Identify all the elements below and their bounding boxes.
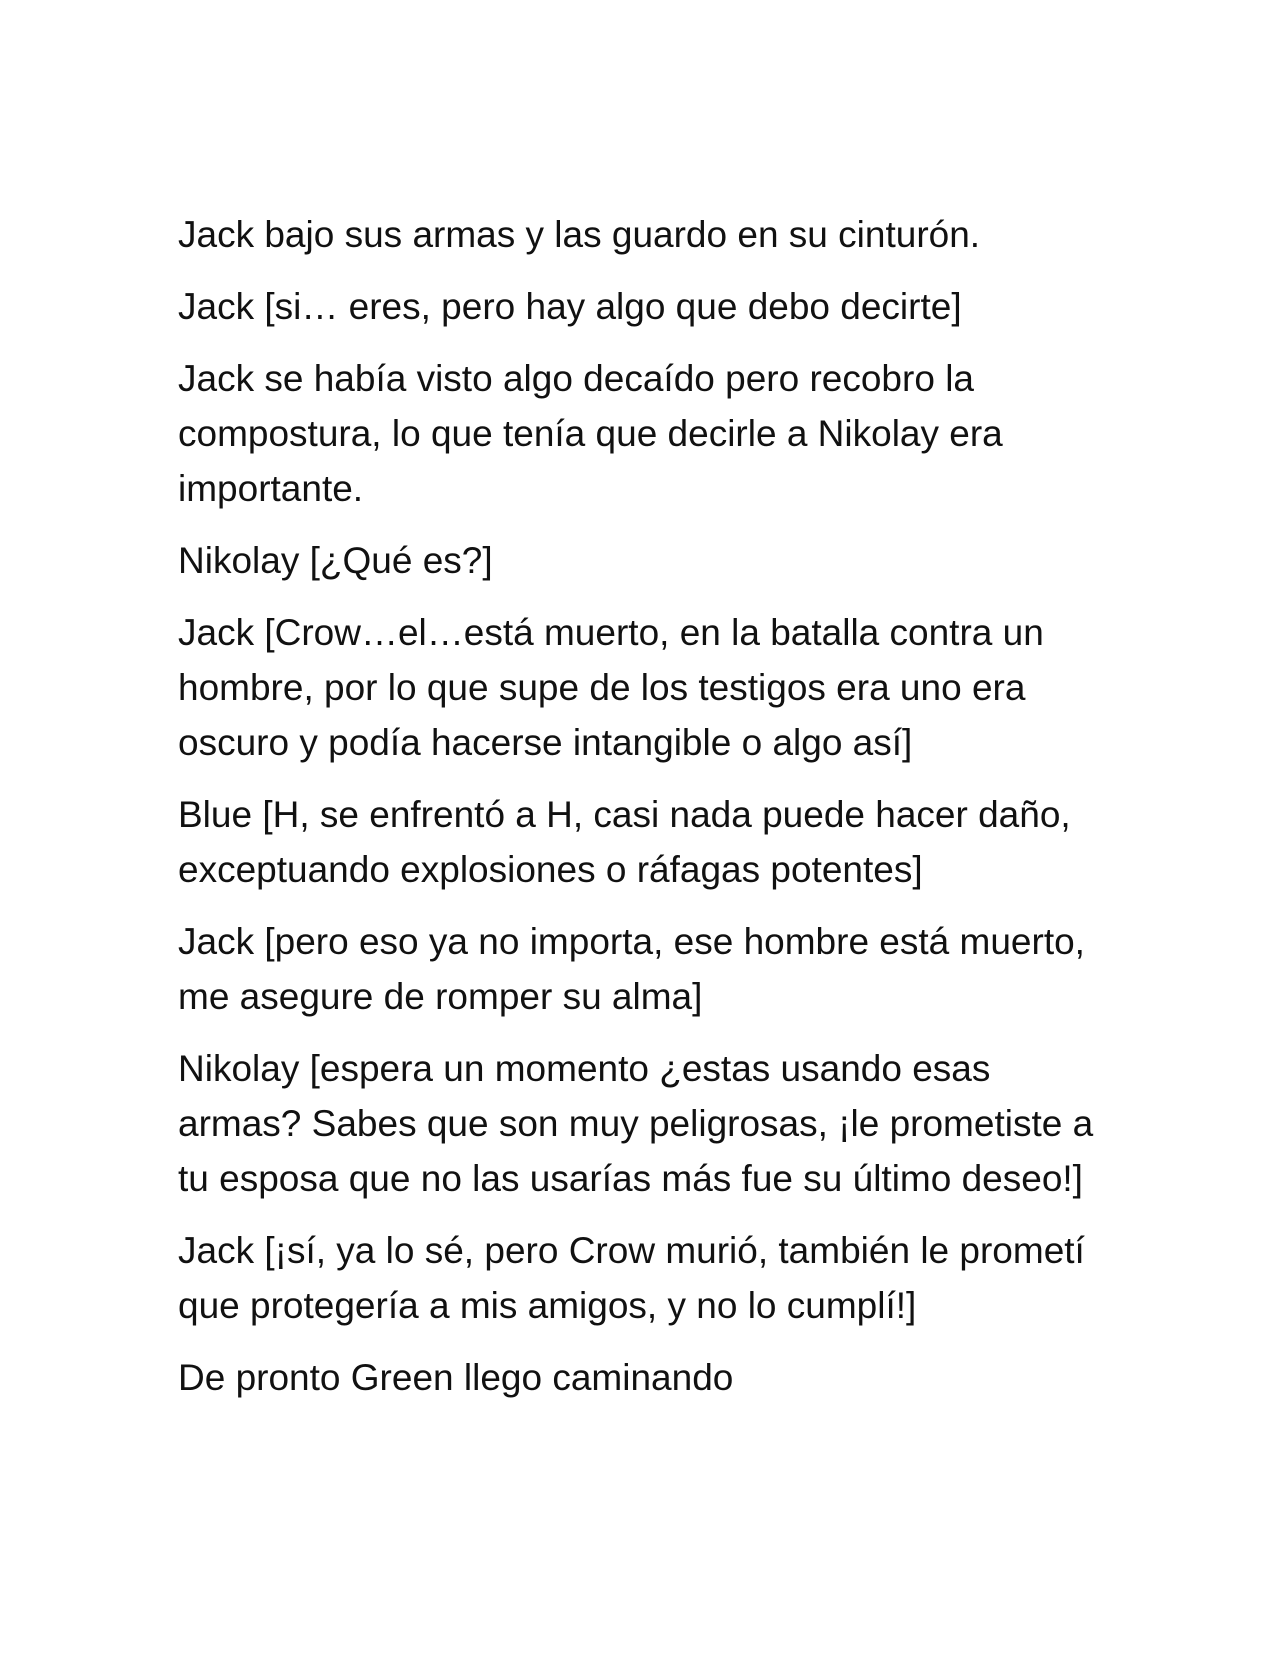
- paragraph-6: Blue [H, se enfrentó a H, casi nada puede hacer daño, exceptuando explosiones o ráfagas potentes]: [178, 794, 1071, 890]
- paragraph-9: Jack [¡sí, ya lo sé, pero Crow murió, también le prometí que protegería a mis amigos, y no lo cumplí!]: [178, 1230, 1085, 1326]
- paragraph-4: Nikolay [¿Qué es?]: [178, 540, 493, 581]
- paragraph-7: Jack [pero eso ya no importa, ese hombre está muerto, me asegure de romper su alma]: [178, 921, 1085, 1017]
- paragraph-2: Jack [si… eres, pero hay algo que debo decirte]: [178, 286, 962, 327]
- paragraph-1: Jack bajo sus armas y las guardo en su cinturón.: [178, 214, 981, 255]
- paragraph-3: Jack se había visto algo decaído pero recobro la compostura, lo que tenía que decirle a Nikolay era importante.: [178, 358, 1003, 509]
- paragraph-8: Nikolay [espera un momento ¿estas usando esas armas? Sabes que son muy peligrosas, ¡le prometiste a tu esposa que no las usarías más fue su último deseo!]: [178, 1048, 1094, 1199]
- paragraph-5: Jack [Crow…el…está muerto, en la batalla contra un hombre, por lo que supe de los testigos era uno era oscuro y podía hacerse intangible o algo así]: [178, 612, 1044, 763]
- paragraph-10: De pronto Green llego caminando: [178, 1357, 734, 1398]
- document-body: [178, 207, 1108, 1422]
